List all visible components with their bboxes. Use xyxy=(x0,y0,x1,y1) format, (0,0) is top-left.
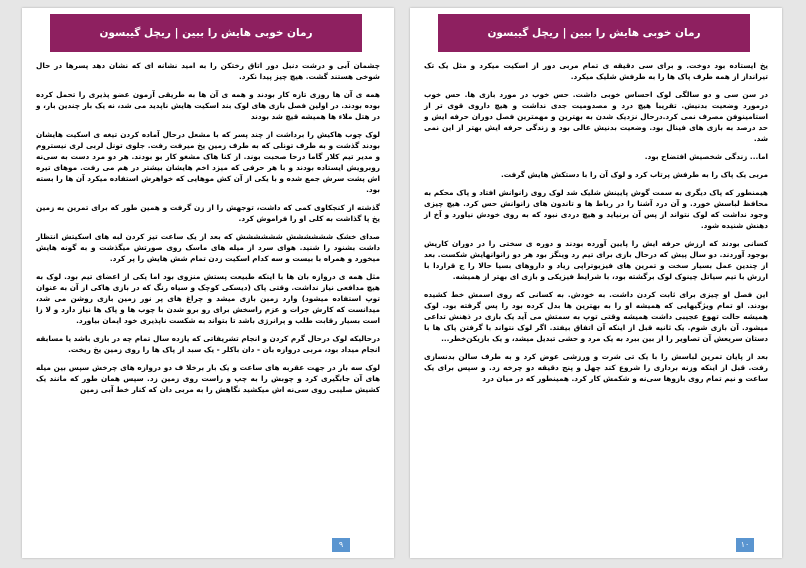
paragraph: صدای خشک شششششش شششششش که بعد از یک ساعت تیز کردن لبه های اسکیتش انتظار داشت بشنود را شنید. هوای سرد از میله های ماسک روی صورتش میگذشت و به گونه هایش میخورد و همراه با بیست و سه کدام اسکیت زدن تمام شش هایش را پر کرد. xyxy=(36,232,380,263)
paragraph: یخ ایستاده بود دوخت. و برای سی دقیقه ی تمام مربی دور از اسکیت میکرد و مثل یک تک تیرانداز از همه طرف پاک ها را به طرفش شلیک میکرد. xyxy=(424,61,768,81)
page-number-badge: ۱۰ xyxy=(736,538,754,552)
paragraph: هیمنطور که پاک دیگری به سمت گوش پایینش شلیک شد لوک روی زانوانش افتاد و پاک محکم به محافظ لباسش خورد. و آن درد آشنا را در رباط ها و تاندون های زانوانش حس کرد. هیچ چیزی وجود نداشت که لوک نتواند از پس آن برنیاید و هیچ دردی نبود که به روی خودش نیاورد و آخ از دهنش شنیده شود. xyxy=(424,188,768,230)
paragraph: لوک سه بار در جهت عقربه های ساعت و یک بار برخلا ف دو دروازه های چرخش سپس بین میله های آن جابگیری کرد و چوبش را به چپ و راست روی زمین زد. سپس همان طور که مانند یک کشیش صلیبی روی سی‌نه اش میکشید نگاهش را به مربی دان که کنار خط آبی زمین xyxy=(36,363,380,394)
paragraph: اما... زندگی شخصیش افتضاح بود. xyxy=(644,152,768,161)
paragraph: در سن سی و دو سالگی لوک احساس خوبی داشت. حس خوب در مورد بازی ها. حس خوب درمورد وضعیت بدنیش. تقریبا هیچ درد و مصدومیت جدی نداشت و هیچ داروی قوی تر از استامینوفن مصرف نمی کرد.درحال نزدیک شدن به بهترین و مهمترین فصل دوران حرفه ایش و حد درصد به بازی های فینال بود. وضعیت بدنیش عالی بود و زندگی حرفه ایش بهتر از این نمی شد. xyxy=(424,90,768,143)
paragraph: مثل همه ی دروازه بان ها با اینکه طبیعت پستش منزوی بود اما یکی از اعضای تیم بود. لوک به هیچ مدافعی نیاز نداشت. وقتی پاک (دیسکی کوچک و سیاه رنگ که در بازی هاکی از آن به عنوان توپ استفاده میشود) وارد زمین بازی میشد و چراغ های پر نور زمین بازی روشن می شد، میدانست که کارش جرات و عزم راسخش برای رو برو شدن با چوب ها و پاک ها نیاز دارد و لا زا است بسیار رقابت طلب و پرانرژی باشد تا بتواند به شکست ناپذیری خود ایمان بیاورد. xyxy=(36,272,380,325)
paragraph: لوک چوب هاکیش را برداشت از چند پسر که با مشعل درحال آماده کردن تیغه ی اسکیت هایشان بودند گذشت و به طرف تونلی که به طرف زمین یخ میرفت رفت. جلوی تونل لربی لری نیستروم و مدیر تیم کلار گاما درحا صحبت بوند. از کنا هاک مشغو کار بو بودند. هر دو مرد دست به سی‌نه روبرویش ایستاده بودند و با هر حرفی که میزد اخم هایشان بیشتر در هم می رفت. موهای تیره اش پشت سرش جمع شده و با یکی از آن کش موهایی که خواهرش استفاده میکرد آن ها را بسته بود. xyxy=(36,130,380,194)
page-content xyxy=(36,60,380,402)
page-content xyxy=(424,60,768,391)
right-page xyxy=(410,8,782,558)
paragraph: این فصل او چیزی برای ثابت کردن داشت. به خودش. به کسانی که روی اسمش خط کشیده بودند. او تمام ویژگیهایی که همیشه او را به بهترین ها بدل کرده بود را پس گرفته بود. لوک همیشه حالت تهوع عجیبی داشت همیشه وقتی توپ به سمتش می آید یک بازی در ذهنش تداعی میشود. آن بازی شوم. یک ثانیه قبل از اینکه آن اتفاق بیفتد. اگر لوک نتواند با گرفتن پاک ها با دستان سریعش آن تصاویر را از بین ببرد به یک مرد و حشی تبدیل میشد، و یک بازیکن‌خطر... xyxy=(424,290,768,343)
paragraph: گذشته از کنجکاوی کمی که داشت، توجهش را از زن گرفت و همین طور که برای تمرین به زمین یخ پا گذاشت به کلی او را فراموش کرد. xyxy=(36,203,380,223)
page-header-band: رمان خوبی هایش را ببین | ریچل گیبسون xyxy=(50,14,362,52)
left-page xyxy=(22,8,394,558)
paragraph: مربی یک پاک را به طرفش پرتاب کرد و لوک آن را با دستکش هایش گرفت. xyxy=(500,170,768,179)
paragraph: بعد از پایان تمرین لباسش را با یک تی شرت و ورزشی عوض کرد و به طرف سالن بدنسازی رفت. قبل از اینکه وزنه برداری را شروع کند چهل و پنج دقیقه دو چرخه زد. و سپس برای یک ساعت و نیم تمام روی بازوها سی‌نه و شکمش کار کرد. همینطور که در میان درد xyxy=(424,352,768,383)
paragraph: درحالیکه لوک درحال گرم کردن و انجام تشریفاتی که یازده سال تمام چه در بازی باشد یا مسابقه انجام میداد بود، مربی دروازه بان - دان باکلر - یک سبد از پاک ها را روی زمین یخ ریخت. xyxy=(36,334,380,354)
page-header-band: رمان خوبی هایش را ببین | ریچل گیبسون xyxy=(438,14,750,52)
paragraph: چشمان آبی و درشت دنبل دور اتاق رختکن را به امید نشانه ای که نشان دهد پسرها در حال شوخی هستند گشت. هیچ چیز پیدا نکرد. xyxy=(36,61,380,81)
paragraph: همه ی آن ها روزی تازه کار بودند و همه ی آن ها به طریقی آزمون عضو پذیری را تحمل کرده بوده بودند. در اولین فصل بازی های لوک بند اسکیت هایش ناپدید می شد، نه یک بار چندین بار، و در هتل ملاء ها همیشه قیچ شد بودند xyxy=(36,90,380,121)
paragraph: کسانی بودند که ارزش حرفه ایش را پایین آورده بودند و دوره ی سختی را در دوران کاریش بوجود آوردند. دو سال پیش که درحال بازی برای تیم رد وینگز بود هر دو زانوانهایش شکست. بعد از چندین عمل بسیار سخت و تمرین های فیزیوتراپی زیاد و داروهای بسیا حالا را ج قراردا با ارزش با تیم سیاتل چینوک لوک برگشته بود، با شرایط فیزیکی و بازی ای بهتر از همیشه. xyxy=(424,239,768,281)
page-number-badge: ۹ xyxy=(332,538,350,552)
